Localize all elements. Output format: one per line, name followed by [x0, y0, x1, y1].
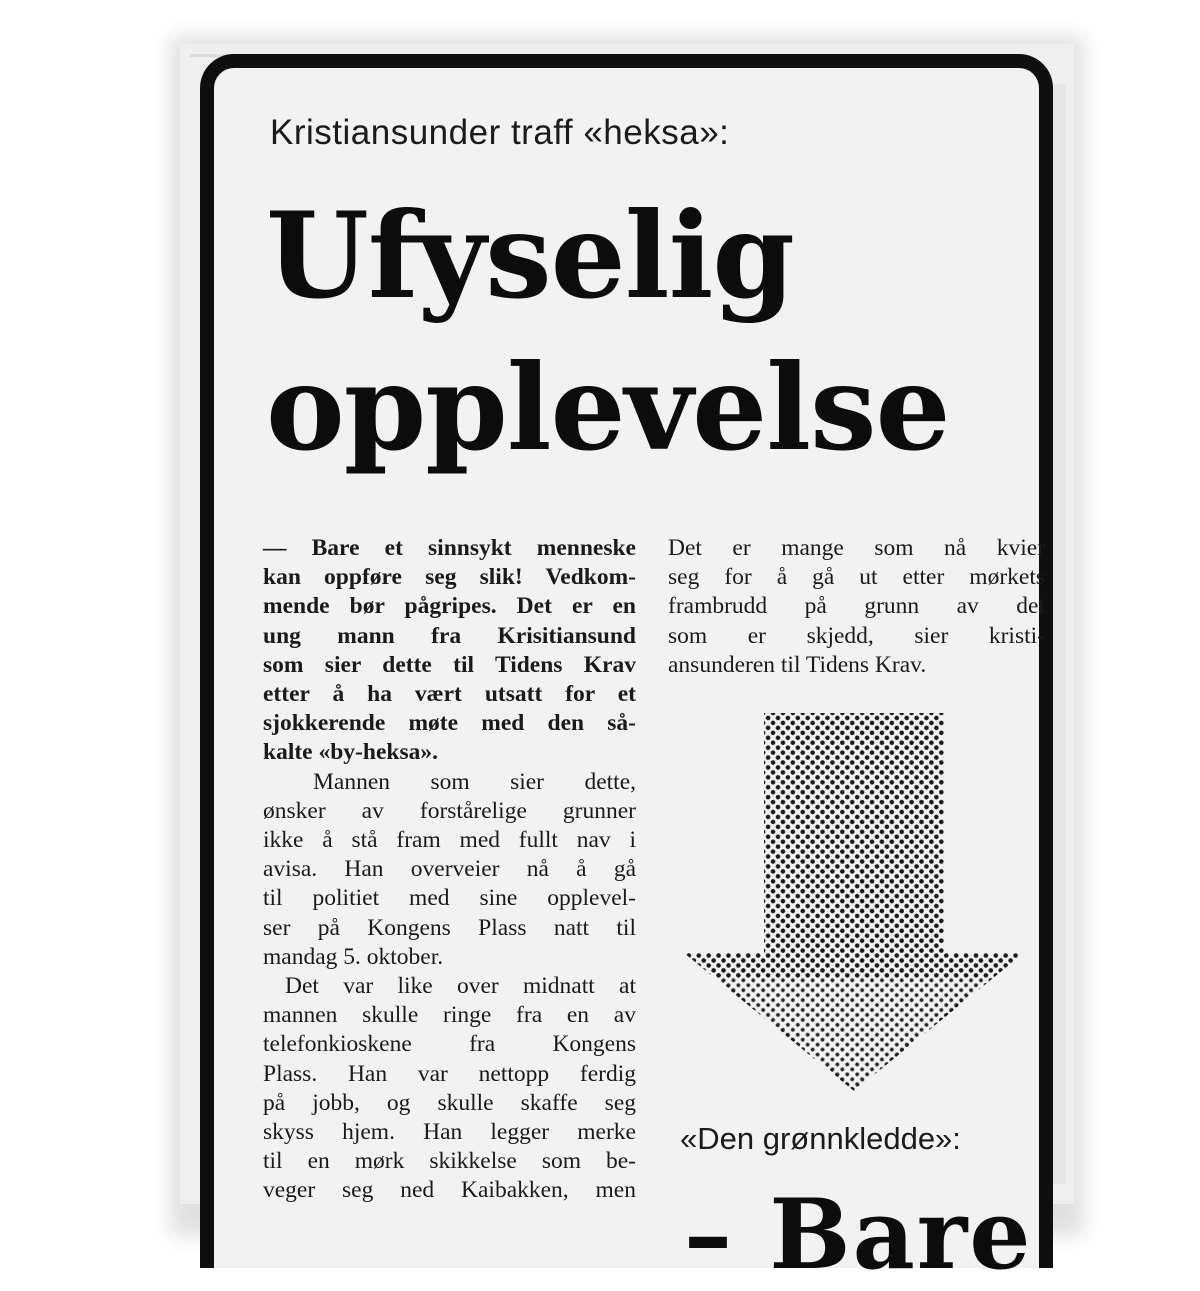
body-line: ser på Kongens Plass natt til [263, 914, 636, 941]
body-line: til en mørk skikkelse som be- [263, 1148, 636, 1175]
body-line: som er skjedd, sier kristi- [668, 622, 1045, 649]
right-column [668, 534, 1045, 680]
body-line: veger seg ned Kaibakken, men [263, 1177, 636, 1204]
headline-line-2: opplevelse [266, 338, 950, 477]
body-line: kan oppføre seg slik! Vedkom- [263, 564, 636, 591]
body-line: telefonkioskene fra Kongens [263, 1031, 636, 1058]
left-column [263, 534, 636, 1206]
body-line: Mannen som sier dette, [313, 768, 636, 795]
body-line: mandag 5. oktober. [263, 943, 444, 970]
body-line: sjokkerende møte med den så- [263, 710, 636, 737]
body-line: ikke å stå fram med fullt nav i [263, 827, 636, 854]
body-line: — Bare et sinnsykt menneske [263, 535, 636, 561]
body-line: som sier dette til Tidens Krav [263, 651, 636, 678]
body-line: mannen skulle ringe fra en av [263, 1002, 636, 1029]
headline-line-1: Ufyselig [266, 186, 794, 325]
article-frame [200, 54, 1053, 1291]
body-line: Plass. Han var nettopp ferdig [263, 1060, 636, 1087]
article-kicker: Kristiansunder traff «heksa»: [270, 113, 730, 152]
body-line: skyss hjem. Han legger merke [263, 1119, 636, 1146]
body-line: på jobb, og skulle skaffe seg [263, 1089, 636, 1116]
body-line: seg for å gå ut etter mørkets [668, 564, 1045, 591]
body-line: til politiet med sine opplevel- [263, 885, 636, 912]
body-line: kalte «by-heksa». [263, 739, 438, 766]
body-line: frambrudd på grunn av det [668, 593, 1045, 620]
newspaper-clipping [180, 44, 1074, 1291]
body-line: ansunderen til Tidens Krav. [668, 651, 927, 678]
body-line: ønsker av forstårelige grunner [263, 797, 636, 824]
body-line: ung mann fra Krisitiansund [263, 622, 636, 649]
body-line: mende bør pågripes. Det er en [263, 593, 636, 620]
body-line: Det var like over midnatt at [285, 973, 636, 1000]
body-line: etter å ha vært utsatt for et [263, 681, 636, 708]
sub-kicker: «Den grønnkledde»: [680, 1121, 961, 1156]
body-line: avisa. Han overveier nå å gå [263, 856, 636, 883]
halftone-down-arrow-icon [679, 713, 1029, 1093]
body-line: Det er mange som nå kvier [668, 535, 1045, 561]
teaser-headline: – Bare [684, 1178, 1033, 1291]
